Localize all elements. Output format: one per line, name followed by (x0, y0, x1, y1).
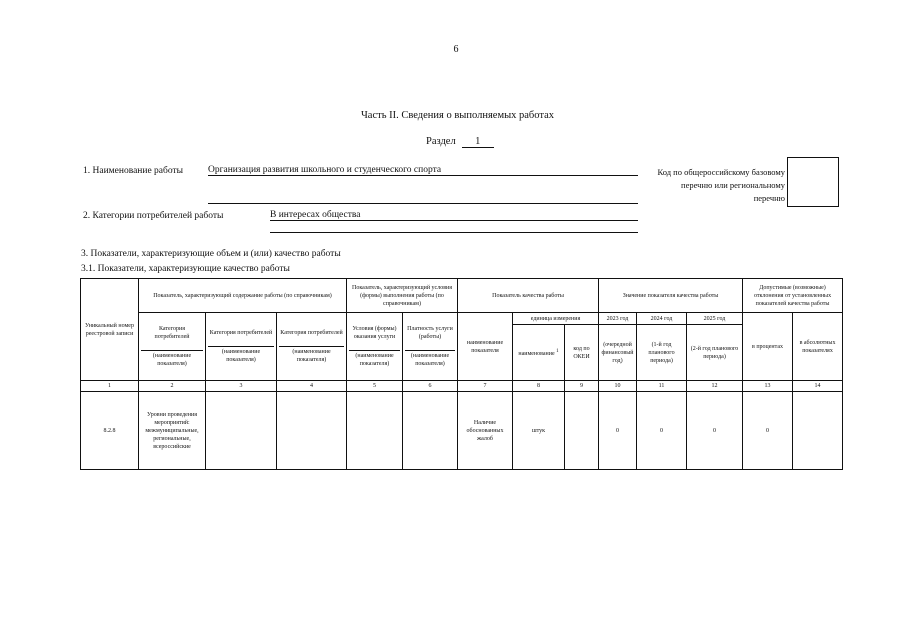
part-title: Часть II. Сведения о выполняемых работах (360, 110, 555, 121)
header-condition-2-text: Платность услуги (работы) (407, 326, 453, 340)
header-deviation: Допустимые (возможные) отклонения от установленных показателей качества работы (743, 279, 843, 313)
section-heading (426, 136, 494, 148)
cell-code: 8.2.8 (81, 392, 139, 470)
header-category-2-text: Категория потребителей (209, 330, 273, 336)
quality-table (80, 278, 843, 470)
section-number: 1 (462, 136, 494, 148)
cell-2025: 0 (687, 392, 743, 470)
cell-2024: 0 (637, 392, 687, 470)
col-number: 9 (565, 381, 599, 392)
col-number: 6 (403, 381, 458, 392)
code-label-line: перечню или региональному (681, 180, 785, 190)
cell-condition-1 (347, 392, 403, 470)
col-number: 1 (81, 381, 139, 392)
section31-heading: 3.1. Показатели, характеризующие качество работы (81, 264, 290, 274)
cell-condition-2 (403, 392, 458, 470)
code-label-line: Код по общероссийскому базовому (657, 167, 785, 177)
consumers-value: В интересах общества (270, 210, 638, 221)
col-number: 12 (687, 381, 743, 392)
col-number: 2 (139, 381, 206, 392)
header-unit: единица измерения (513, 313, 599, 325)
cell-content-1: Уровни проведения мероприятий: межмуниципальные, региональные, всероссийские (139, 392, 206, 470)
cell-content-2 (206, 392, 277, 470)
cell-percent: 0 (743, 392, 793, 470)
work-name-value: Организация развития школьного и студенческого спорта (208, 165, 638, 176)
header-subname: (наименование показателя) (405, 350, 455, 368)
cell-2023: 0 (599, 392, 637, 470)
header-unit-name-text: наименование (518, 350, 555, 357)
header-content: Показатель, характеризующий содержание работы (по справочникам) (139, 279, 347, 313)
consumers-label: 2. Категории потребителей работы (83, 211, 224, 221)
header-category-1-text: Категория потребителей (154, 326, 190, 340)
header-unit-name (513, 325, 565, 381)
header-category-2 (206, 313, 277, 381)
col-number: 7 (458, 381, 513, 392)
col-number: 13 (743, 381, 793, 392)
header-subname: (наименование показателя) (141, 350, 203, 368)
header-conditions: Показатель, характеризующий условия (формы) выполнения работы (по справочникам) (347, 279, 458, 313)
header-category-3 (277, 313, 347, 381)
header-condition-1-text: Условия (формы) оказания услуги (352, 326, 397, 340)
consumers-underline (270, 232, 638, 233)
work-name-underline (208, 203, 638, 204)
col-number: 8 (513, 381, 565, 392)
col-number: 5 (347, 381, 403, 392)
section3-heading: 3. Показатели, характеризующие объем и (или) качество работы (81, 249, 341, 259)
cell-absolute (793, 392, 843, 470)
header-year-2025: 2025 год (687, 313, 743, 325)
header-category-3-text: Категория потребителей (280, 330, 343, 336)
header-year-2024-sub: (1-й год планового периода) (637, 325, 687, 381)
code-box (787, 157, 839, 207)
header-year-2024: 2024 год (637, 313, 687, 325)
code-label (640, 166, 785, 205)
col-number: 11 (637, 381, 687, 392)
header-unit-sup: 1 (556, 348, 559, 354)
header-absolute: в абсолютных показателях (793, 313, 843, 381)
header-subname: (наименование показателя) (349, 350, 400, 368)
header-indicator-name: наименование показателя (458, 313, 513, 381)
header-okei: код по ОКЕИ (565, 325, 599, 381)
header-condition-1 (347, 313, 403, 381)
col-number: 14 (793, 381, 843, 392)
col-number: 4 (277, 381, 347, 392)
cell-indicator: Наличие обоснованных жалоб (458, 392, 513, 470)
header-percent: в процентах (743, 313, 793, 381)
header-category-1 (139, 313, 206, 381)
work-name-label: 1. Наименование работы (83, 166, 184, 176)
header-year-2023: 2023 год (599, 313, 637, 325)
cell-content-3 (277, 392, 347, 470)
table-row (81, 392, 843, 470)
header-values: Значение показателя качества работы (599, 279, 743, 313)
header-year-2023-sub: (очередной финансовый год) (599, 325, 637, 381)
header-subname: (наименование показателя) (279, 346, 344, 364)
header-unique-number: Уникальный номер реестровой записи (81, 279, 139, 381)
header-quality: Показатель качества работы (458, 279, 599, 313)
section-label: Раздел (426, 136, 456, 147)
cell-okei (565, 392, 599, 470)
col-number: 10 (599, 381, 637, 392)
header-subname: (наименование показателя) (208, 346, 274, 364)
col-number: 3 (206, 381, 277, 392)
header-year-2025-sub: (2-й год планового периода) (687, 325, 743, 381)
code-label-line: перечню (753, 193, 785, 203)
cell-unit: штук (513, 392, 565, 470)
page-number: 6 (453, 44, 459, 55)
header-condition-2 (403, 313, 458, 381)
